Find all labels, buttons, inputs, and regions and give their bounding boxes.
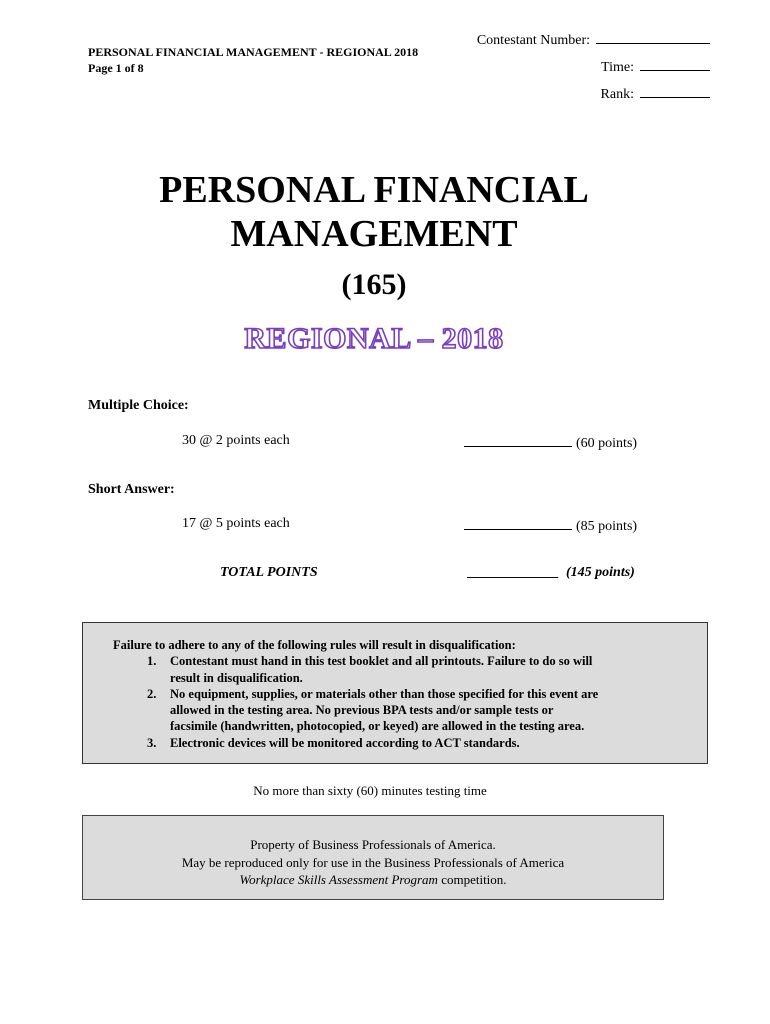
rule-number: 1.	[147, 654, 157, 669]
contestant-number-blank	[596, 30, 710, 44]
rank-field	[477, 84, 710, 104]
rule-text-line: facsimile (handwritten, photocopied, or keyed) are allowed in the testing area.	[170, 719, 585, 734]
short-answer-label: Short Answer:	[88, 482, 175, 497]
rules-intro: Failure to adhere to any of the following rules will result in disqualification:	[113, 638, 516, 652]
total-points-blank: _____________	[468, 565, 559, 580]
property-notice-box	[82, 815, 664, 900]
multiple-choice-blank	[464, 433, 572, 447]
property-line-3-rest: competition.	[437, 872, 507, 887]
event-code: (165)	[341, 268, 407, 301]
rule-number: 2.	[147, 686, 157, 701]
rules-list	[113, 653, 707, 751]
multiple-choice-points: (60 points)	[576, 436, 638, 451]
title-line-1: PERSONAL FINANCIAL	[159, 169, 589, 211]
short-answer-blank	[464, 516, 572, 530]
testing-time-note: No more than sixty (60) minutes testing time	[253, 783, 487, 798]
time-blank	[640, 57, 710, 71]
disqualification-rules-box	[82, 622, 708, 764]
time-field	[477, 57, 710, 77]
document-title	[0, 168, 748, 256]
header-page-line: Page 1 of 8	[88, 61, 144, 75]
rule-text-line: allowed in the testing area. No previous BPA tests and/or sample tests or	[170, 703, 554, 718]
short-answer-points: (85 points)	[576, 519, 638, 534]
contestant-number-field	[477, 30, 710, 50]
rank-blank	[640, 84, 710, 98]
header-event-info	[88, 44, 418, 76]
multiple-choice-score	[464, 433, 637, 452]
rule-text-line: result in disqualification.	[170, 670, 303, 685]
short-answer-desc: 17 @ 5 points each	[182, 516, 290, 531]
header-score-fields	[477, 30, 710, 111]
contestant-number-label: Contestant Number:	[476, 33, 590, 48]
header-event-line: PERSONAL FINANCIAL MANAGEMENT - REGIONAL 2018	[88, 45, 419, 59]
property-line-3	[83, 871, 663, 889]
rule-number: 3.	[147, 735, 157, 750]
total-points-value: (145 points)	[566, 565, 635, 580]
rule-text-line: No equipment, supplies, or materials other than those specified for this event are	[170, 686, 599, 701]
title-line-2: MANAGEMENT	[230, 213, 518, 255]
rule-text-line: Contestant must hand in this test booklet and all printouts. Failure to do so will	[170, 654, 593, 669]
time-label: Time:	[601, 60, 634, 75]
short-answer-score	[464, 516, 637, 535]
total-points-label: TOTAL POINTS	[220, 565, 318, 580]
rule-text-line: Electronic devices will be monitored according to ACT standards.	[170, 735, 520, 750]
multiple-choice-label: Multiple Choice:	[88, 398, 189, 413]
rule-item	[113, 686, 707, 735]
total-points-score	[468, 565, 635, 581]
property-line-2: May be reproduced only for use in the Business Professionals of America	[181, 854, 565, 870]
multiple-choice-desc: 30 @ 2 points each	[182, 433, 290, 448]
property-line-1: Property of Business Professionals of America.	[250, 837, 496, 852]
rule-item	[113, 735, 707, 751]
rule-item	[113, 653, 707, 686]
program-name: Workplace Skills Assessment Program	[239, 872, 438, 887]
rank-label: Rank:	[600, 87, 634, 102]
competition-level: REGIONAL – 2018	[244, 322, 504, 355]
